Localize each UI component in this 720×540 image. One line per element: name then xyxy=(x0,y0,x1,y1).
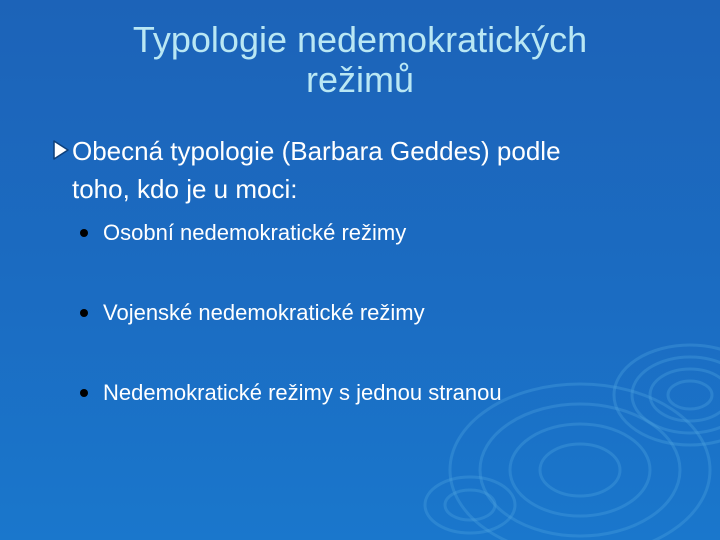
list-item xyxy=(80,378,680,408)
bullet-dot-icon xyxy=(80,389,88,397)
main-bullet-line: toho, kdo je u moci: xyxy=(72,174,298,204)
main-bullet-line: Obecná typologie (Barbara Geddes) podle xyxy=(72,136,561,166)
bullet-dot-icon xyxy=(80,229,88,237)
list-item xyxy=(80,298,680,328)
list-item xyxy=(80,218,680,248)
list-item-label: Vojenské nedemokratické režimy xyxy=(103,300,425,325)
title-line: Typologie nedemokratických xyxy=(132,19,588,60)
slide-title xyxy=(60,20,660,100)
main-bullet xyxy=(52,132,692,208)
arrow-bullet-icon xyxy=(52,140,70,160)
list-item-label: Osobní nedemokratické režimy xyxy=(103,220,407,245)
main-bullet-text xyxy=(52,132,692,208)
list-item-label: Nedemokratické režimy s jednou stranou xyxy=(103,380,502,405)
bullet-dot-icon xyxy=(80,309,88,317)
title-line: režimů xyxy=(305,59,415,100)
